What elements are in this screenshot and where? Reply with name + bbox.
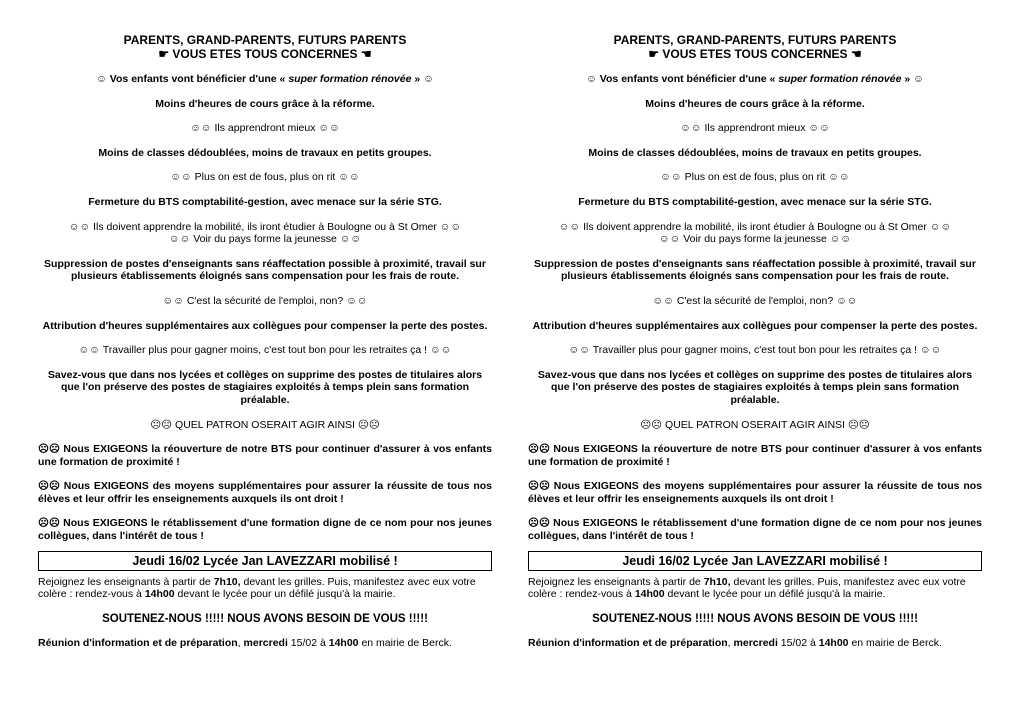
- sarcasm-hours: ☺☺ Ils apprendront mieux ☺☺: [190, 122, 340, 135]
- join-text: Rejoignez les enseignants à partir de 7h10, devant les grilles. Puis, manifestez avec eux votre colère : rendez-vous à 14h00 devant le lycée pour un défilé jusqu'à la mairie.: [528, 575, 966, 601]
- flyer-subtitle: ☛ VOUS ETES TOUS CONCERNES ☚: [158, 46, 372, 61]
- flyer-left: [38, 34, 492, 650]
- support-call: SOUTENEZ-NOUS !!!!! NOUS AVONS BESOIN DE VOUS !!!!!: [592, 612, 918, 625]
- sarcasm-bts-b: ☺☺ Voir du pays forme la jeunesse ☺☺: [168, 233, 362, 246]
- flyer-right: [528, 34, 982, 650]
- point-postes: Suppression de postes d'enseignants sans réaffectation possible à proximité, travail sur plusieurs établissements éloignés sans compensation pour les frais de route.: [534, 257, 976, 283]
- sarcasm-patron: ☹☹ QUEL PATRON OSERAIT AGIR AINSI ☹☹: [640, 418, 870, 431]
- point-bts: Fermeture du BTS comptabilité-gestion, avec menace sur la série STG.: [578, 195, 932, 208]
- flyer-title: PARENTS, GRAND-PARENTS, FUTURS PARENTS: [613, 33, 897, 47]
- point-stagiaires: Savez-vous que dans nos lycées et collèges on supprime des postes de titulaires alors que l'on préserve des postes de stagiaires exploités à temps plein sans formation préalable.: [537, 368, 973, 406]
- sarcasm-hours: ☺☺ Ils apprendront mieux ☺☺: [680, 122, 830, 135]
- point-heures-sup: Attribution d'heures supplémentaires aux collègues pour compenser la perte des postes.: [532, 319, 978, 332]
- demand-moyens: ☹☹ Nous EXIGEONS des moyens supplémentaires pour assurer la réussite de tous nos élèves et leur offrir les enseignements auxquels ils ont droit !: [528, 480, 982, 505]
- point-hours: Moins d'heures de cours grâce à la réforme.: [155, 97, 375, 110]
- point-heures-sup: Attribution d'heures supplémentaires aux collègues pour compenser la perte des postes.: [42, 319, 488, 332]
- point-bts: Fermeture du BTS comptabilité-gestion, avec menace sur la série STG.: [88, 195, 442, 208]
- demand-bts: ☹☹ Nous EXIGEONS la réouverture de notre BTS pour continuer d'assurer à vos enfants une formation de proximité !: [528, 443, 982, 468]
- sarcasm-heures-sup: ☺☺ Travailler plus pour gagner moins, c'est tout bon pour les retraites ça ! ☺☺: [568, 344, 942, 357]
- sarcasm-postes: ☺☺ C'est la sécurité de l'emploi, non? ☺☺: [652, 294, 858, 307]
- intro-line: ☺ Vos enfants vont bénéficier d'une « super formation rénovée » ☺: [96, 73, 434, 85]
- flyer-subtitle: ☛ VOUS ETES TOUS CONCERNES ☚: [648, 46, 862, 61]
- flyer-title: PARENTS, GRAND-PARENTS, FUTURS PARENTS: [123, 33, 407, 47]
- sarcasm-classes: ☺☺ Plus on est de fous, plus on rit ☺☺: [660, 171, 850, 184]
- sarcasm-heures-sup: ☺☺ Travailler plus pour gagner moins, c'est tout bon pour les retraites ça ! ☺☺: [78, 344, 452, 357]
- meeting-text: Réunion d'information et de préparation, mercredi 15/02 à 14h00 en mairie de Berck.: [38, 637, 452, 650]
- sarcasm-postes: ☺☺ C'est la sécurité de l'emploi, non? ☺☺: [162, 294, 368, 307]
- meeting-text: Réunion d'information et de préparation, mercredi 15/02 à 14h00 en mairie de Berck.: [528, 637, 942, 650]
- mobilisation-banner: Jeudi 16/02 Lycée Jan LAVEZZARI mobilisé !: [38, 551, 492, 571]
- sarcasm-bts-b: ☺☺ Voir du pays forme la jeunesse ☺☺: [658, 233, 852, 246]
- point-classes: Moins de classes dédoublées, moins de travaux en petits groupes.: [98, 146, 432, 159]
- intro-line: ☺ Vos enfants vont bénéficier d'une « super formation rénovée » ☺: [586, 73, 924, 85]
- point-classes: Moins de classes dédoublées, moins de travaux en petits groupes.: [588, 146, 922, 159]
- demand-bts: ☹☹ Nous EXIGEONS la réouverture de notre BTS pour continuer d'assurer à vos enfants une formation de proximité !: [38, 443, 492, 468]
- point-postes: Suppression de postes d'enseignants sans réaffectation possible à proximité, travail sur plusieurs établissements éloignés sans compensation pour les frais de route.: [44, 257, 486, 283]
- sarcasm-bts-a: ☺☺ Ils doivent apprendre la mobilité, ils iront étudier à Boulogne ou à St Omer ☺☺: [68, 220, 462, 233]
- sarcasm-patron: ☹☹ QUEL PATRON OSERAIT AGIR AINSI ☹☹: [150, 418, 380, 431]
- point-hours: Moins d'heures de cours grâce à la réforme.: [645, 97, 865, 110]
- demand-formation: ☹☹ Nous EXIGEONS le rétablissement d'une formation digne de ce nom pour nos jeunes collègues, dans l'intérêt de tous !: [38, 517, 492, 543]
- demand-formation: ☹☹ Nous EXIGEONS le rétablissement d'une formation digne de ce nom pour nos jeunes collègues, dans l'intérêt de tous !: [528, 517, 982, 543]
- point-stagiaires: Savez-vous que dans nos lycées et collèges on supprime des postes de titulaires alors que l'on préserve des postes de stagiaires exploités à temps plein sans formation préalable.: [47, 368, 483, 406]
- sarcasm-classes: ☺☺ Plus on est de fous, plus on rit ☺☺: [170, 171, 360, 184]
- demand-moyens: ☹☹ Nous EXIGEONS des moyens supplémentaires pour assurer la réussite de tous nos élèves et leur offrir les enseignements auxquels ils ont droit !: [38, 480, 492, 505]
- mobilisation-banner: Jeudi 16/02 Lycée Jan LAVEZZARI mobilisé !: [528, 551, 982, 571]
- sarcasm-bts-a: ☺☺ Ils doivent apprendre la mobilité, ils iront étudier à Boulogne ou à St Omer ☺☺: [558, 220, 952, 233]
- support-call: SOUTENEZ-NOUS !!!!! NOUS AVONS BESOIN DE VOUS !!!!!: [102, 612, 428, 625]
- join-text: Rejoignez les enseignants à partir de 7h10, devant les grilles. Puis, manifestez avec eux votre colère : rendez-vous à 14h00 devant le lycée pour un défilé jusqu'à la mairie.: [38, 575, 476, 601]
